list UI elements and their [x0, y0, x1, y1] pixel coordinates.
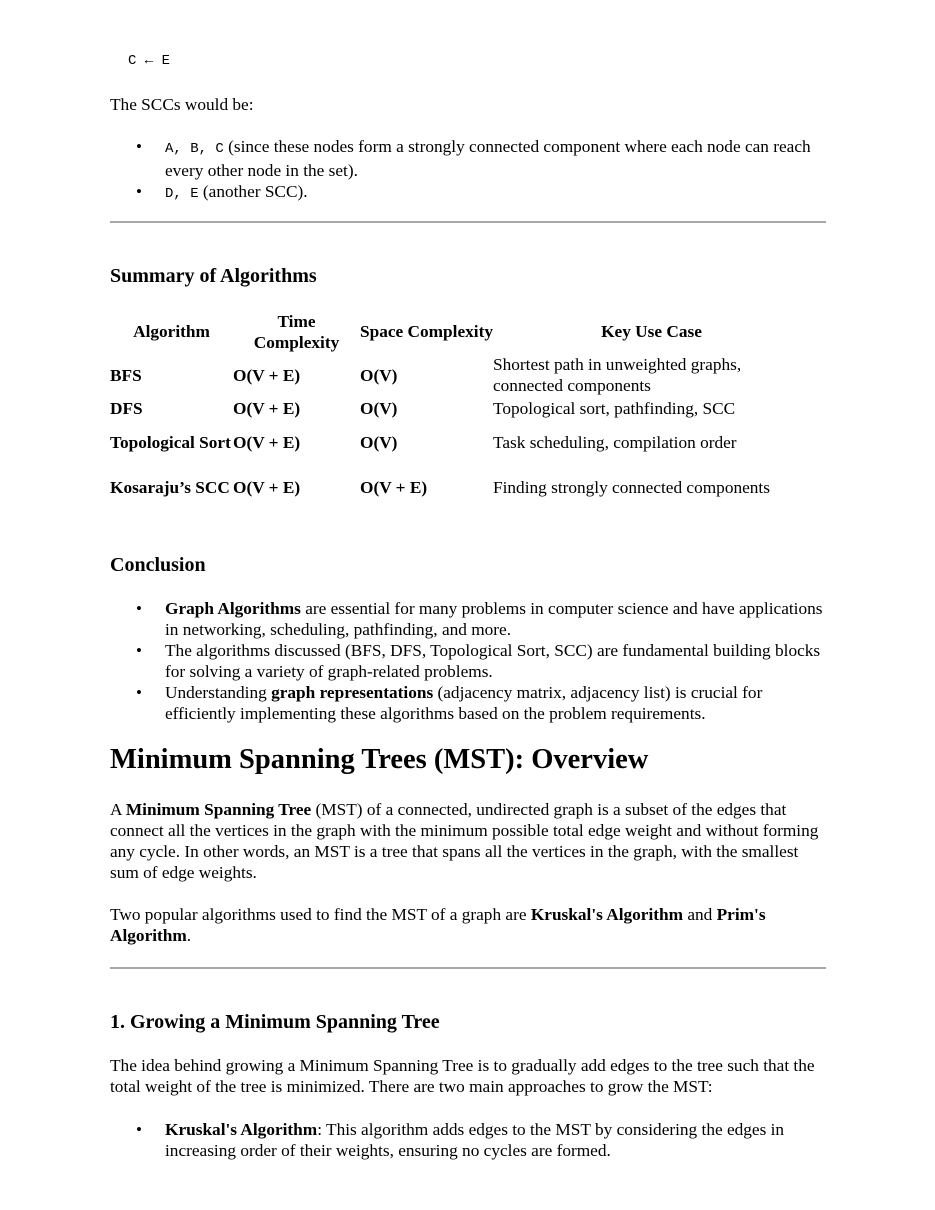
inline-code: A, B, C	[165, 141, 224, 157]
text-run: and	[683, 905, 717, 924]
text-run: (MST) of a connected, undirected graph is a subset of the edges that connect all the vertices in the graph with the minimum possible total edge weight and without forming any cycle. In other words, an MST is a tree that spans all the vertices in the graph, with the smallest sum of edge weights.	[110, 800, 819, 882]
table-cell: Kosaraju’s SCC	[110, 478, 230, 497]
list-item-text: Understanding	[165, 683, 272, 702]
bullet-icon: •	[136, 641, 142, 660]
table-cell: O(V + E)	[233, 399, 301, 418]
table-header: Space Complexity	[360, 322, 493, 341]
inline-code: D, E	[165, 186, 199, 202]
table-header-row	[110, 310, 810, 353]
list-item	[110, 640, 826, 682]
paragraph	[110, 799, 826, 883]
bold-text: Graph Algorithms	[165, 599, 301, 618]
growing-list	[110, 1119, 826, 1161]
table-cell: O(V)	[360, 399, 398, 418]
section-heading: Conclusion	[110, 554, 206, 576]
list-item-text: The algorithms discussed (BFS, DFS, Topological Sort, SCC) are fundamental building blocks for solving a variety of graph-related problems.	[165, 641, 821, 681]
table-cell: O(V + E)	[233, 365, 301, 385]
list-item-text: (since these nodes form a strongly connected component where each node can reach every other node in the set).	[165, 137, 811, 180]
scc-intro: The SCCs would be:	[110, 95, 254, 114]
text-run: A	[110, 800, 126, 819]
table-cell: Shortest path in unweighted graphs, connected components	[493, 355, 742, 395]
table-row	[110, 465, 810, 510]
bold-text: graph representations	[271, 683, 434, 702]
code-line: C ← E	[128, 53, 171, 69]
list-item	[110, 136, 826, 181]
bullet-icon: •	[136, 182, 142, 201]
section-heading: 1. Growing a Minimum Spanning Tree	[110, 1011, 440, 1033]
conclusion-list	[110, 598, 826, 724]
paragraph: The idea behind growing a Minimum Spanning Tree is to gradually add edges to the tree such that the total weight of the tree is minimized. There are two main approaches to grow the MST:	[110, 1056, 815, 1096]
list-item-text: : This algorithm adds edges to the MST by considering the edges in increasing order of their weights, ensuring no cycles are formed.	[165, 1120, 785, 1160]
scc-list	[110, 136, 826, 205]
bold-text: Kruskal's Algorithm	[530, 905, 684, 924]
text-run: Two popular algorithms used to find the MST of a graph are	[110, 905, 531, 924]
bullet-icon: •	[136, 1120, 142, 1139]
list-item	[110, 682, 826, 724]
table-cell: Topological Sort	[110, 433, 231, 452]
bullet-icon: •	[136, 683, 142, 702]
bold-text: Kruskal's Algorithm	[165, 1120, 318, 1139]
bold-text: Prim's Algorithm	[110, 905, 766, 945]
table-row	[110, 397, 810, 420]
section-heading: Summary of Algorithms	[110, 265, 317, 287]
table-header: Key Use Case	[601, 322, 702, 341]
table-cell: Topological sort, pathfinding, SCC	[493, 399, 736, 418]
bullet-icon: •	[136, 599, 142, 618]
table-cell: O(V)	[360, 365, 398, 385]
paragraph	[110, 904, 826, 946]
table-header: Algorithm	[133, 322, 210, 341]
table-cell: Task scheduling, compilation order	[493, 433, 737, 452]
table-cell: DFS	[110, 399, 143, 418]
table-cell: O(V + E)	[233, 433, 301, 452]
horizontal-rule	[110, 967, 826, 969]
table-cell: O(V)	[360, 433, 398, 452]
list-item	[110, 598, 826, 640]
table-cell: Finding strongly connected components	[493, 478, 770, 497]
list-item-text: (another SCC).	[198, 182, 308, 201]
table-row	[110, 420, 810, 465]
text-run: .	[186, 926, 192, 945]
list-item	[110, 181, 826, 205]
bullet-icon: •	[136, 137, 142, 156]
table-row	[110, 353, 810, 397]
page-title: Minimum Spanning Trees (MST): Overview	[110, 744, 649, 775]
bold-text: Minimum Spanning Tree	[125, 800, 312, 819]
table-cell: O(V + E)	[360, 478, 428, 497]
summary-table	[110, 310, 810, 510]
table-header: Time Complexity	[253, 311, 340, 352]
list-item-text: (adjacency matrix, adjacency list) is crucial for efficiently implementing these algorithms based on the problem requirements.	[165, 683, 763, 723]
table-cell: O(V + E)	[233, 478, 301, 497]
list-item	[110, 1119, 826, 1161]
table-cell: BFS	[110, 365, 142, 385]
list-item-text: are essential for many problems in computer science and have applications in networking, scheduling, pathfinding, and more.	[165, 599, 823, 639]
horizontal-rule	[110, 221, 826, 223]
